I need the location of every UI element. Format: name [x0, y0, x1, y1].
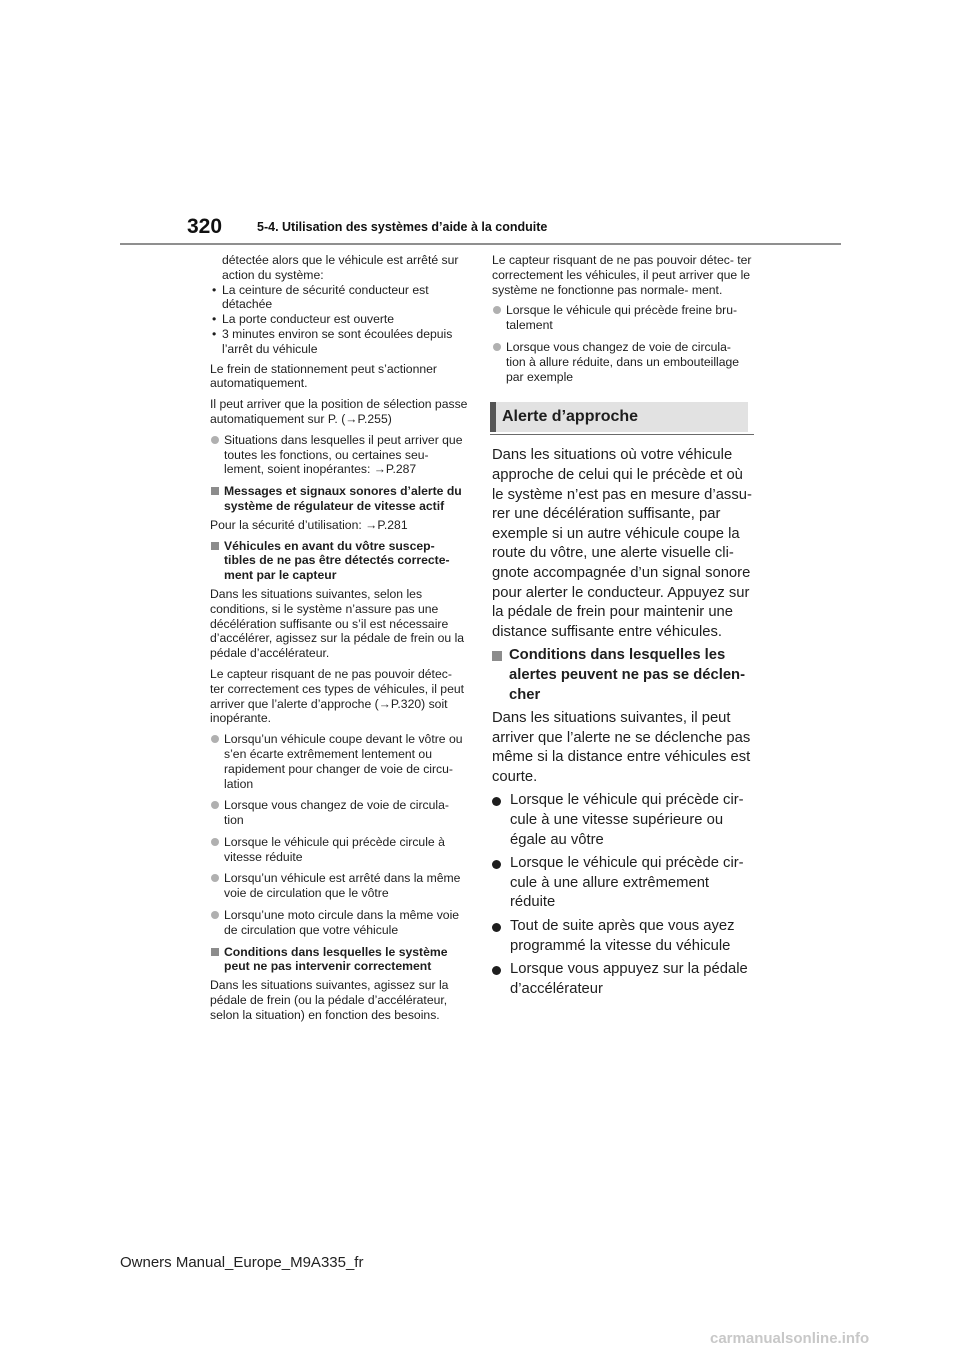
note-item: Lorsqu’un véhicule coupe devant le vôtre ou s’en écarte extrêmement lentement ou rapidement pour changer de voie de circu- lation: [210, 732, 468, 791]
subheading: Conditions dans lesquelles le système peut ne pas intervenir correctement: [210, 945, 468, 975]
watermark: carmanualsonline.info: [710, 1330, 870, 1347]
note-item: Lorsque vous changez de voie de circula- tion: [210, 798, 468, 828]
page-number: 320: [187, 215, 223, 238]
bullet-icon: [492, 966, 501, 975]
paragraph: Dans les situations où votre véhicule approche de celui qui le précède et où le système n’est pas en mesure d’assu- rer une décélération suffisante, par exemple si un autre véhicule coupe la route du vôtre, une alerte visuelle cli- gnote accompagnée d’un signal sonore pour alerter le conducteur. Appuyez sur la pédale de frein pour maintenir une distance suffisante entre véhicules.: [492, 447, 752, 640]
bullet-icon: [211, 436, 219, 444]
bullet-icon: [493, 306, 501, 314]
paragraph: Le capteur risquant de ne pas pouvoir détec- ter correctement les véhicules, il peut arriver que le système ne fonctionne pas normale- ment.: [492, 253, 752, 297]
list-item: Lorsque vous appuyez sur la pédale d’accélérateur: [492, 960, 752, 999]
list-item: Lorsque le véhicule qui précède cir- cule à une allure extrêmement réduite: [492, 854, 752, 913]
subheading: Véhicules en avant du vôtre suscep- tibles de ne pas être détectés correcte- ment par le capteur: [210, 539, 468, 583]
square-bullet-icon: [211, 948, 219, 956]
bullet-icon: [493, 343, 501, 351]
paragraph: Dans les situations suivantes, selon les conditions, si le système n’assure pas une décélération suffisante ou s’il est nécessaire d’accélérer, agissez sur la pédale de frein ou la pédale d’accélérateur.: [210, 586, 465, 661]
paragraph: détectée alors que le véhicule est arrêté sur action du système:: [222, 253, 459, 282]
list-item: Tout de suite après que vous ayez programmé la vitesse du véhicule: [492, 917, 752, 956]
section-heading-box: Alerte d’approche: [490, 402, 748, 432]
header-divider: [120, 243, 841, 245]
note-item: Lorsqu’un véhicule est arrêté dans la même voie de circulation que le vôtre: [210, 871, 468, 901]
paragraph: Le frein de stationnement peut s’actionner automatiquement.: [210, 361, 437, 391]
subheading: Messages et signaux sonores d’alerte du système de régulateur de vitesse actif: [210, 484, 468, 514]
bullet-icon: [211, 838, 219, 846]
subheading: Conditions dans lesquelles les alertes peuvent ne pas se déclen- cher: [489, 646, 752, 705]
paragraph: Dans les situations suivantes, agissez sur la pédale de frein (ou la pédale d’accélérateur, selon la situation) en fonction des besoins.: [210, 978, 449, 1022]
dash-item: • La porte conducteur est ouverte: [210, 312, 468, 327]
bullet-icon: [211, 874, 219, 882]
footer-text: Owners Manual_Europe_M9A335_fr: [120, 1254, 364, 1271]
note-item: Lorsque le véhicule qui précède freine bru- talement: [492, 303, 752, 333]
note-item: Lorsque le véhicule qui précède circule à vitesse réduite: [210, 835, 468, 865]
dash-item: • 3 minutes environ se sont écoulées depuis l’arrêt du véhicule: [210, 327, 468, 357]
bullet-icon: [211, 911, 219, 919]
square-bullet-icon: [492, 651, 502, 661]
left-column: [210, 253, 468, 1029]
bullet-icon: [492, 860, 501, 869]
bullet-icon: [492, 797, 501, 806]
bullet-icon: [211, 801, 219, 809]
note-item: Situations dans lesquelles il peut arriver que toutes les fonctions, ou certaines seu- lement, soient inopérantes: →P.287: [210, 433, 468, 477]
bullet-icon: [492, 923, 501, 932]
paragraph: Il peut arriver que la position de sélection passe automatiquement sur P. (→P.255): [210, 397, 468, 426]
paragraph: Dans les situations suivantes, il peut arriver que l’alerte ne se déclenche pas même si la distance entre véhicules est courte.: [492, 710, 751, 785]
section-title: 5-4. Utilisation des systèmes d’aide à la conduite: [257, 220, 548, 234]
paragraph: Pour la sécurité d’utilisation: →P.281: [210, 517, 408, 532]
square-bullet-icon: [211, 542, 219, 550]
list-item: Lorsque le véhicule qui précède cir- cule à une vitesse supérieure ou égale au vôtre: [492, 791, 752, 850]
paragraph: Le capteur risquant de ne pas pouvoir détec- ter correctement ces types de véhicules, il peut arriver que l’alerte d’approche (→P.320) soit inopérante.: [210, 666, 465, 726]
note-item: Lorsqu’une moto circule dans la même voie de circulation que votre véhicule: [210, 908, 468, 938]
right-column: [492, 253, 752, 1003]
bullet-icon: [211, 735, 219, 743]
dash-item: • La ceinture de sécurité conducteur est détachée: [210, 283, 468, 313]
note-item: Lorsque vous changez de voie de circula- tion à allure réduite, dans un embouteillage par exemple: [492, 340, 752, 384]
square-bullet-icon: [211, 487, 219, 495]
